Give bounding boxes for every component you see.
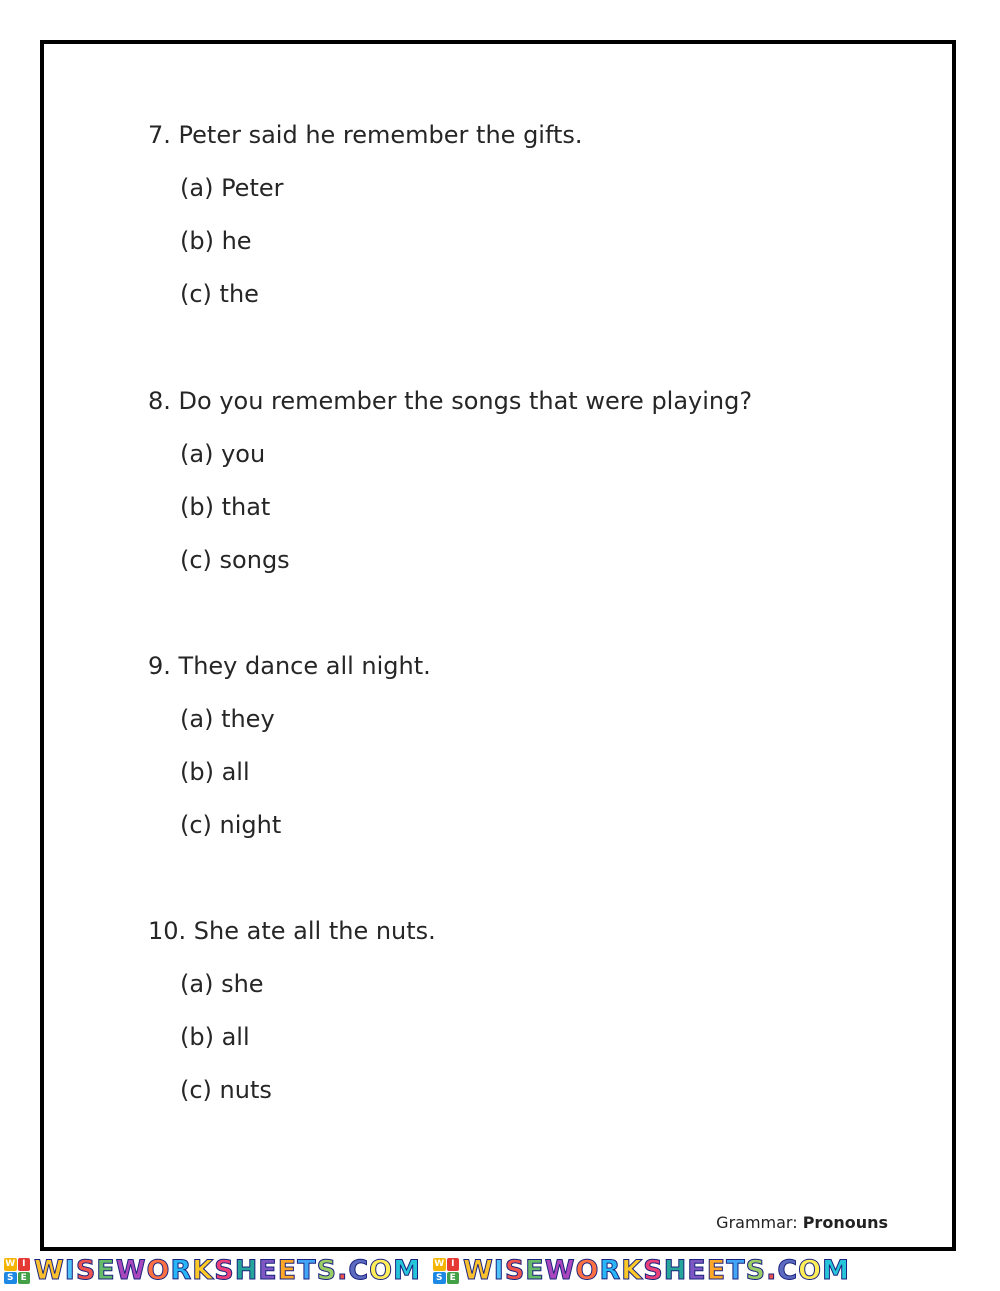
footer-prefix: Grammar: — [716, 1213, 803, 1232]
question-text: 7. Peter said he remember the gifts. — [148, 121, 583, 149]
watermark-letter: H — [663, 1255, 688, 1286]
watermark-letter: S — [316, 1255, 338, 1286]
watermark-letter: R — [599, 1255, 622, 1286]
worksheet-page — [40, 40, 956, 1251]
watermark-letter: M — [393, 1255, 421, 1286]
logo-letter: E — [447, 1272, 460, 1285]
watermark-letter: W — [544, 1255, 576, 1286]
option-c: (c) songs — [180, 546, 290, 574]
logo-letter: W — [5, 1259, 16, 1269]
watermark-letter: . — [766, 1255, 778, 1286]
watermark-letter: T — [726, 1255, 746, 1286]
watermark-unit — [0, 1254, 421, 1288]
option-b: (b) he — [180, 227, 252, 255]
watermark-bar — [0, 1252, 1000, 1290]
option-b: (b) all — [180, 758, 250, 786]
watermark-letter: W — [34, 1255, 65, 1286]
watermark-letter: C — [348, 1255, 370, 1286]
question-9 — [148, 651, 431, 840]
question-10 — [148, 916, 436, 1105]
watermark-letter: K — [621, 1255, 644, 1286]
watermark-letter: K — [192, 1255, 215, 1286]
option-a: (a) Peter — [180, 174, 284, 202]
option-c: (c) nuts — [180, 1076, 272, 1104]
watermark-letter: S — [745, 1255, 767, 1286]
footer-label — [716, 1213, 888, 1233]
watermark-letter: . — [337, 1255, 349, 1286]
logo-letter: I — [447, 1258, 460, 1271]
wiseworksheets-logo-icon — [433, 1258, 459, 1284]
watermark-letter: I — [493, 1255, 505, 1286]
watermark-letter: E — [277, 1255, 298, 1286]
watermark-letter: O — [798, 1255, 823, 1286]
wiseworksheets-logo-icon — [4, 1258, 30, 1284]
watermark-letter: M — [822, 1255, 850, 1286]
option-a: (a) you — [180, 440, 266, 468]
watermark-letter: O — [369, 1255, 394, 1286]
watermark-letter: T — [297, 1255, 317, 1286]
watermark-letter: S — [504, 1255, 526, 1286]
watermark-letter: O — [146, 1255, 171, 1286]
watermark-letter: E — [96, 1255, 116, 1286]
question-text: 9. They dance all night. — [148, 652, 431, 680]
option-c: (c) the — [180, 280, 259, 308]
footer-topic: Pronouns — [802, 1213, 888, 1232]
watermark-letter: W — [115, 1255, 147, 1286]
watermark-letter: W — [463, 1255, 494, 1286]
watermark-letter: C — [777, 1255, 799, 1286]
watermark-unit — [429, 1254, 850, 1288]
logo-letter: S — [433, 1272, 446, 1285]
question-8 — [148, 386, 752, 575]
watermark-letter: E — [258, 1255, 278, 1286]
watermark-letter: E — [525, 1255, 545, 1286]
option-b: (b) that — [180, 493, 271, 521]
watermark-letter: S — [214, 1255, 235, 1286]
question-text: 10. She ate all the nuts. — [148, 917, 436, 945]
watermark-letter: R — [170, 1255, 193, 1286]
logo-letter: W — [434, 1259, 445, 1269]
watermark-letter: I — [64, 1255, 76, 1286]
watermark-letter: O — [575, 1255, 600, 1286]
question-text: 8. Do you remember the songs that were playing? — [148, 387, 753, 415]
option-c: (c) night — [180, 811, 282, 839]
watermark-letter: H — [234, 1255, 259, 1286]
logo-letter: I — [18, 1258, 31, 1271]
watermark-letter: S — [75, 1255, 97, 1286]
watermark-letter: S — [643, 1255, 664, 1286]
question-7 — [148, 120, 583, 309]
watermark-letter: E — [706, 1255, 727, 1286]
watermark-text — [463, 1254, 850, 1288]
option-b: (b) all — [180, 1023, 250, 1051]
watermark-text — [34, 1254, 421, 1288]
watermark-letter: E — [687, 1255, 707, 1286]
logo-letter: S — [4, 1272, 17, 1285]
option-a: (a) they — [180, 705, 275, 733]
logo-letter: E — [18, 1272, 31, 1285]
option-a: (a) she — [180, 970, 264, 998]
